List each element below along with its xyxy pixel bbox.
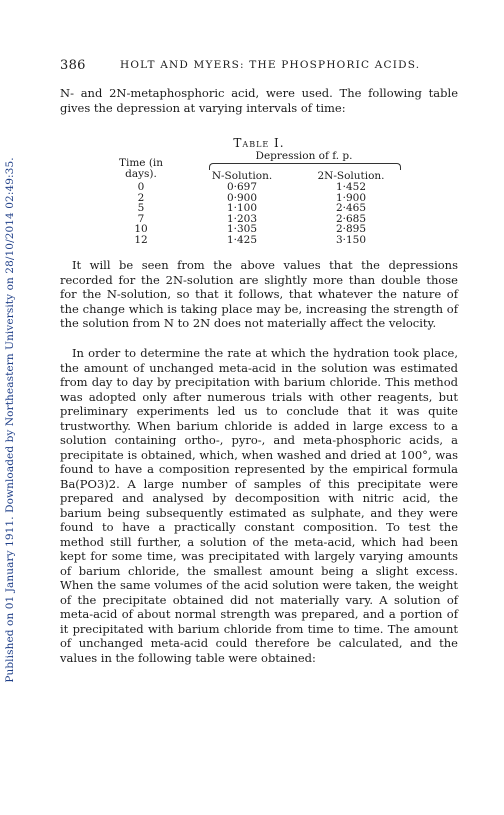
paragraph-1: It will be seen from the above values that the depressions recorded for the 2N-solution are slightly more than double those for the N-solution, so that it follows, that whatever the nature of the change which is taking place may be, increasing the strength of the solution from N to 2N does not materially affect the velocity. [60,258,458,330]
intro-paragraph: N- and 2N-metaphosphoric acid, were used. The following table gives the depression at varying intervals of time: [60,86,458,115]
time-header [113,158,169,180]
table-row [113,224,403,235]
table-row [113,203,403,214]
2n-value-cell: 2·685 [335,212,367,225]
paragraph-2: In order to determine the rate at which the hydration took place, the amount of unchanged meta-acid in the solution was estimated from day to day by precipitation with barium chloride. This method was adopted only after numerous trials with other reagents, but preliminary experiments led us to conclude that it was quite trustworthy. When barium chloride is added in large excess to a solution containing ortho-, pyro-, and meta-phosphoric acids, a precipitate is obtained, which, when washed and dried at 100°, was found to have a composition represented by the empirical formula Ba(PO3)2. A large number of samples of this precipitate were prepared and analysed by decomposition with nitric acid, the barium being subsequently estimated as sulphate, and they were found to have a practically constant composition. To test the method still further, a solution of the meta-acid, which had been kept for some time, was precipitated with largely varying amounts of barium chloride, the smallest amount being a slight excess. When the same volumes of the acid solution were taken, the weight of the precipitate obtained did not materially vary. A solution of meta-acid of about normal strength was prepared, and a portion of it precipitated with barium chloride from time to time. The amount of unchanged meta-acid could therefore be calculated, and the values in the following table were obtained: [60,346,458,665]
time-cell: 10 [134,223,148,235]
table-row [113,182,403,193]
2n-value-cell: 1·452 [335,181,367,193]
side-note-text: Published on 01 January 1911. Downloaded by Northeastern University on 28/10/2014 02:49:35. [4,157,16,683]
header-brace [209,163,401,170]
time-header-line1: Time (in [118,157,164,169]
n-solution-header: N-Solution. [211,170,273,182]
table-body [113,182,403,245]
time-cell: 12 [134,233,148,246]
2n-value-cell: 2·465 [335,202,367,214]
2n-value-cell: 2·895 [335,223,367,235]
2n-solution-header: 2N-Solution. [317,170,385,182]
table-title: Table I. [233,136,285,150]
page-number: 386 [60,58,86,73]
2n-value-cell: 1·900 [335,191,367,204]
running-title: HOLT AND MYERS: THE PHOSPHORIC ACIDS. [120,59,421,71]
time-header-line2: days). [125,168,157,180]
2n-value-cell: 3·150 [335,233,367,246]
publication-side-note [0,0,20,815]
n-value-cell: 1·425 [226,233,258,246]
n-value-cell: 1·305 [226,223,258,235]
n-value-cell: 0·697 [226,181,258,193]
n-value-cell: 0·900 [226,191,258,204]
depression-table [113,150,403,275]
time-cell: 2 [137,191,145,204]
time-cell: 5 [137,202,145,214]
n-value-cell: 1·100 [226,202,258,214]
time-cell: 7 [137,212,145,225]
table-row [113,235,403,246]
depression-header: Depression of f. p. [255,150,353,162]
time-cell: 0 [137,181,145,193]
n-value-cell: 1·203 [226,212,258,225]
